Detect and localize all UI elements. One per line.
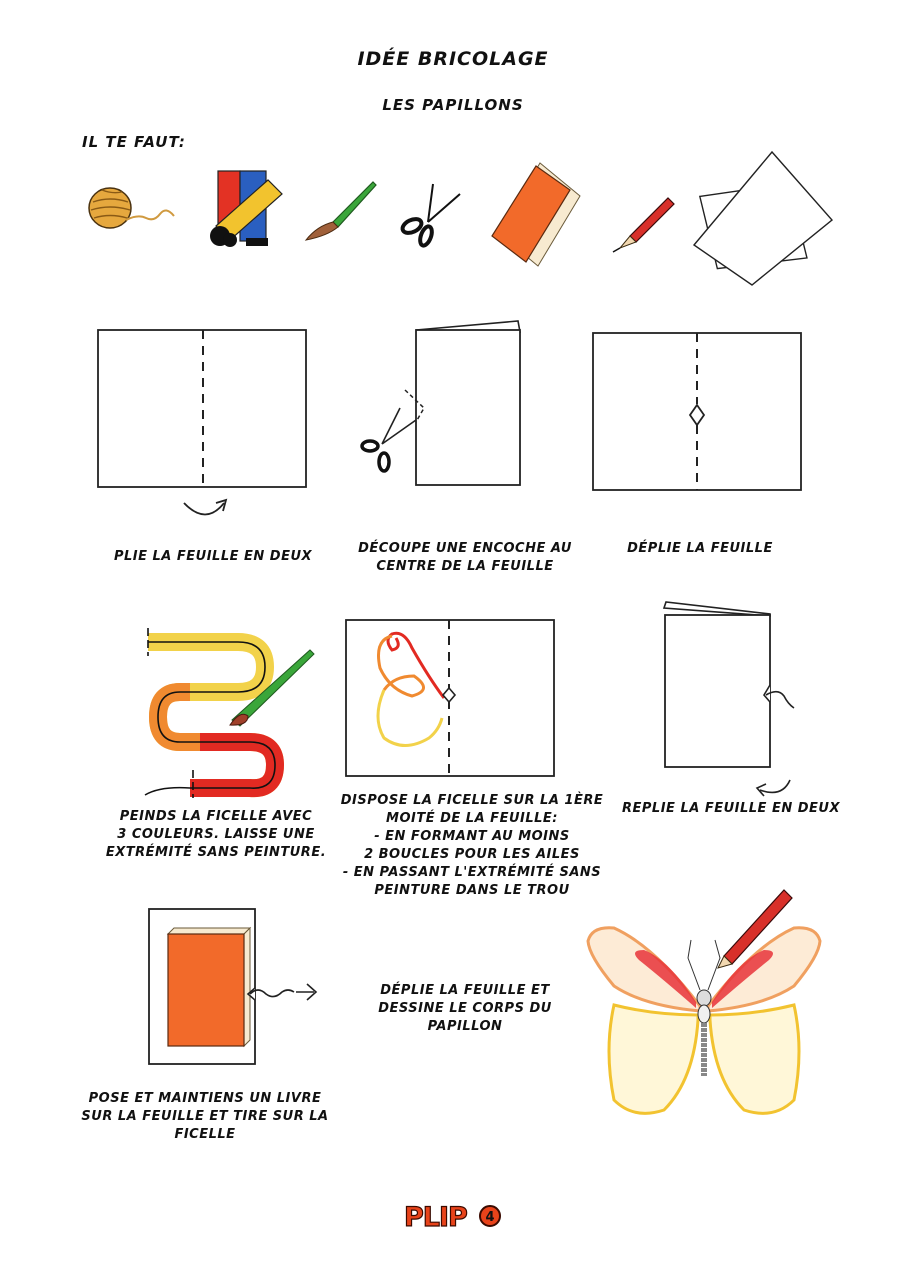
- step-6-caption: [614, 800, 848, 818]
- caption-line: POSE ET MAINTIENS UN LIVRE: [88, 1091, 322, 1106]
- scissors-icon: [398, 182, 462, 248]
- caption-line: DÉPLIE LA FEUILLE: [627, 541, 773, 556]
- step-5-illustration: [344, 618, 556, 780]
- caption-line: PEINDS LA FICELLE AVEC: [119, 809, 313, 824]
- step-1-caption: [100, 548, 326, 566]
- caption-line: - EN PASSANT L'EXTRÉMITÉ SANS: [342, 865, 602, 880]
- pencil-icon: [610, 188, 676, 254]
- page-number: 4: [485, 1210, 495, 1225]
- step-6-illustration: [660, 600, 810, 800]
- caption-line: MOITÉ DE LA FEUILLE:: [386, 811, 558, 826]
- step-3-caption: [600, 540, 800, 558]
- paper-sheets-icon: [692, 150, 837, 290]
- caption-line: DESSINE LE CORPS DU: [378, 1001, 552, 1016]
- logo-text: PLIP: [404, 1202, 467, 1233]
- caption-line: DÉPLIE LA FEUILLE ET: [380, 983, 550, 998]
- step-7-caption: [70, 1090, 340, 1144]
- step-4-caption: [100, 808, 332, 862]
- step-5-caption: [330, 792, 614, 900]
- step-3-illustration: [591, 331, 803, 493]
- step-2-illustration: [360, 318, 526, 488]
- step-1-illustration: [96, 328, 308, 524]
- caption-line: PEINTURE DANS LE TROU: [374, 883, 570, 898]
- caption-line: 2 BOUCLES POUR LES AILES: [364, 847, 580, 862]
- caption-line: DISPOSE LA FICELLE SUR LA 1ÈRE: [340, 793, 604, 808]
- caption-line: PLIE LA FEUILLE EN DEUX: [113, 549, 313, 564]
- plip-logo: [404, 1200, 504, 1232]
- page-title: IDÉE BRICOLAGE: [357, 48, 549, 70]
- caption-line: SUR LA FEUILLE ET TIRE SUR LA: [81, 1109, 329, 1124]
- step-4-illustration: [130, 620, 320, 795]
- step-8-caption: [360, 982, 570, 1036]
- caption-line: CENTRE DE LA FEUILLE: [376, 559, 554, 574]
- caption-line: - EN FORMANT AU MOINS: [374, 829, 570, 844]
- materials-heading: IL TE FAUT:: [82, 133, 186, 151]
- yarn-ball-icon: [88, 180, 178, 240]
- caption-line: EXTRÉMITÉ SANS PEINTURE.: [105, 845, 327, 860]
- caption-line: 3 COULEURS. LAISSE UNE: [117, 827, 315, 842]
- book-icon: [490, 158, 590, 268]
- paint-tubes-icon: [206, 168, 288, 248]
- butterfly-illustration: [584, 880, 824, 1120]
- step-7-illustration: [148, 908, 328, 1068]
- caption-line: FICELLE: [174, 1127, 236, 1142]
- step-2-caption: [340, 540, 590, 576]
- page-subtitle: LES PAPILLONS: [382, 96, 524, 114]
- caption-line: DÉCOUPE UNE ENCOCHE AU: [358, 541, 572, 556]
- caption-line: PAPILLON: [427, 1019, 503, 1034]
- paintbrush-icon: [303, 178, 378, 244]
- caption-line: REPLIE LA FEUILLE EN DEUX: [622, 801, 840, 816]
